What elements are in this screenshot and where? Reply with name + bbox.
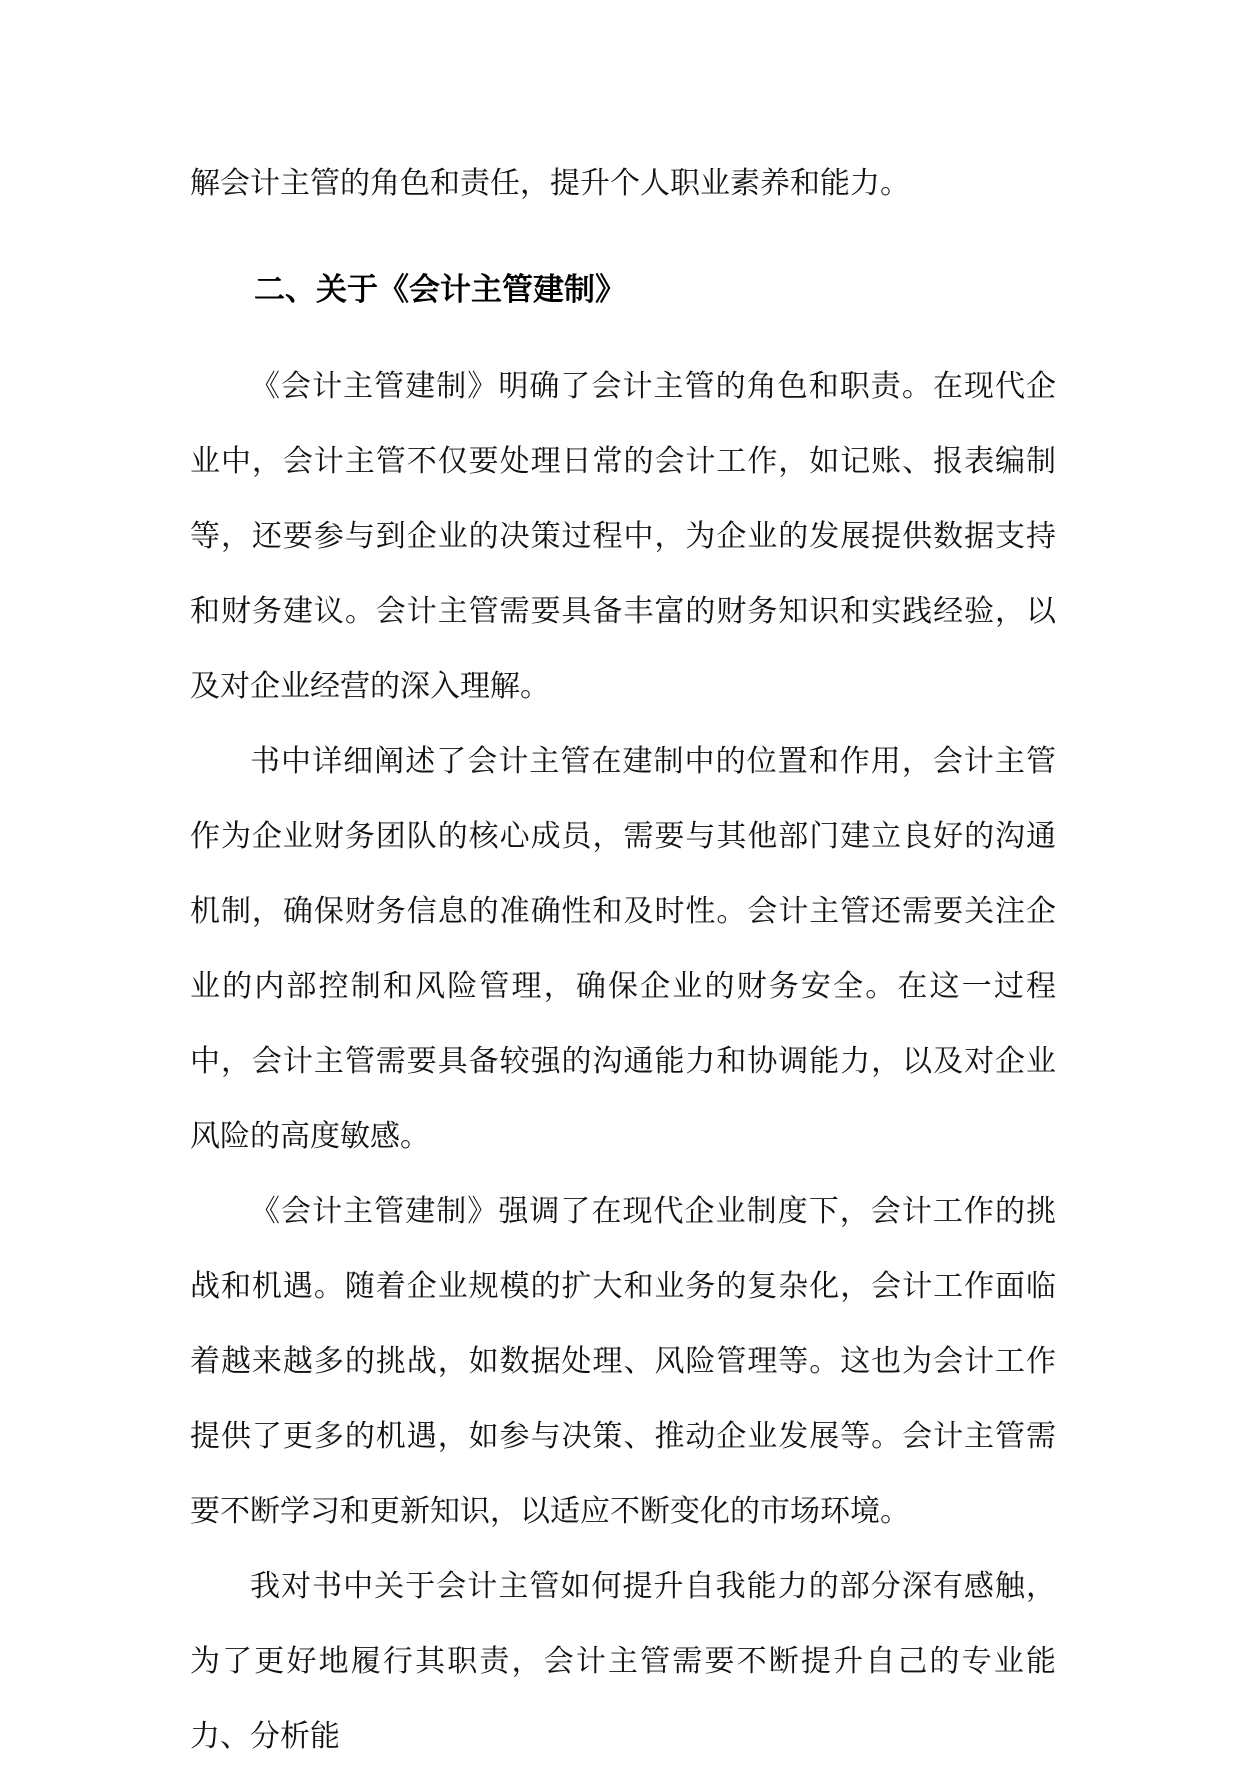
document-body — [190, 146, 1056, 1774]
section-heading: 二、关于《会计主管建制》 — [254, 272, 626, 308]
continuation-paragraph: 解会计主管的角色和责任，提升个人职业素养和能力。 — [190, 166, 910, 201]
paragraph-challenges-and-opportunities: 《会计主管建制》强调了在现代企业制度下，会计工作的挑战和机遇。随着企业规模的扩大和业务的复杂化，会计工作面临着越来越多的挑战，如数据处理、风险管理等。这也为会计工作提供了更多的机遇，如参与决策、推动企业发展等。会计主管需要不断学习和更新知识，以适应不断变化的市场环境。 — [190, 1194, 1056, 1529]
paragraph-role-definition: 《会计主管建制》明确了会计主管的角色和职责。在现代企业中，会计主管不仅要处理日常的会计工作，如记账、报表编制等，还要参与到企业的决策过程中，为企业的发展提供数据支持和财务建议。会计主管需要具备丰富的财务知识和实践经验，以及对企业经营的深入理解。 — [190, 369, 1056, 704]
paragraph-position-and-function: 书中详细阐述了会计主管在建制中的位置和作用，会计主管作为企业财务团队的核心成员，需要与其他部门建立良好的沟通机制，确保财务信息的准确性和及时性。会计主管还需要关注企业的内部控制和风险管理，确保企业的财务安全。在这一过程中，会计主管需要具备较强的沟通能力和协调能力，以及对企业风险的高度敏感。 — [190, 744, 1056, 1154]
paragraph-self-improvement: 我对书中关于会计主管如何提升自我能力的部分深有感触，为了更好地履行其职责，会计主管需要不断提升自己的专业能力、分析能 — [190, 1569, 1056, 1754]
